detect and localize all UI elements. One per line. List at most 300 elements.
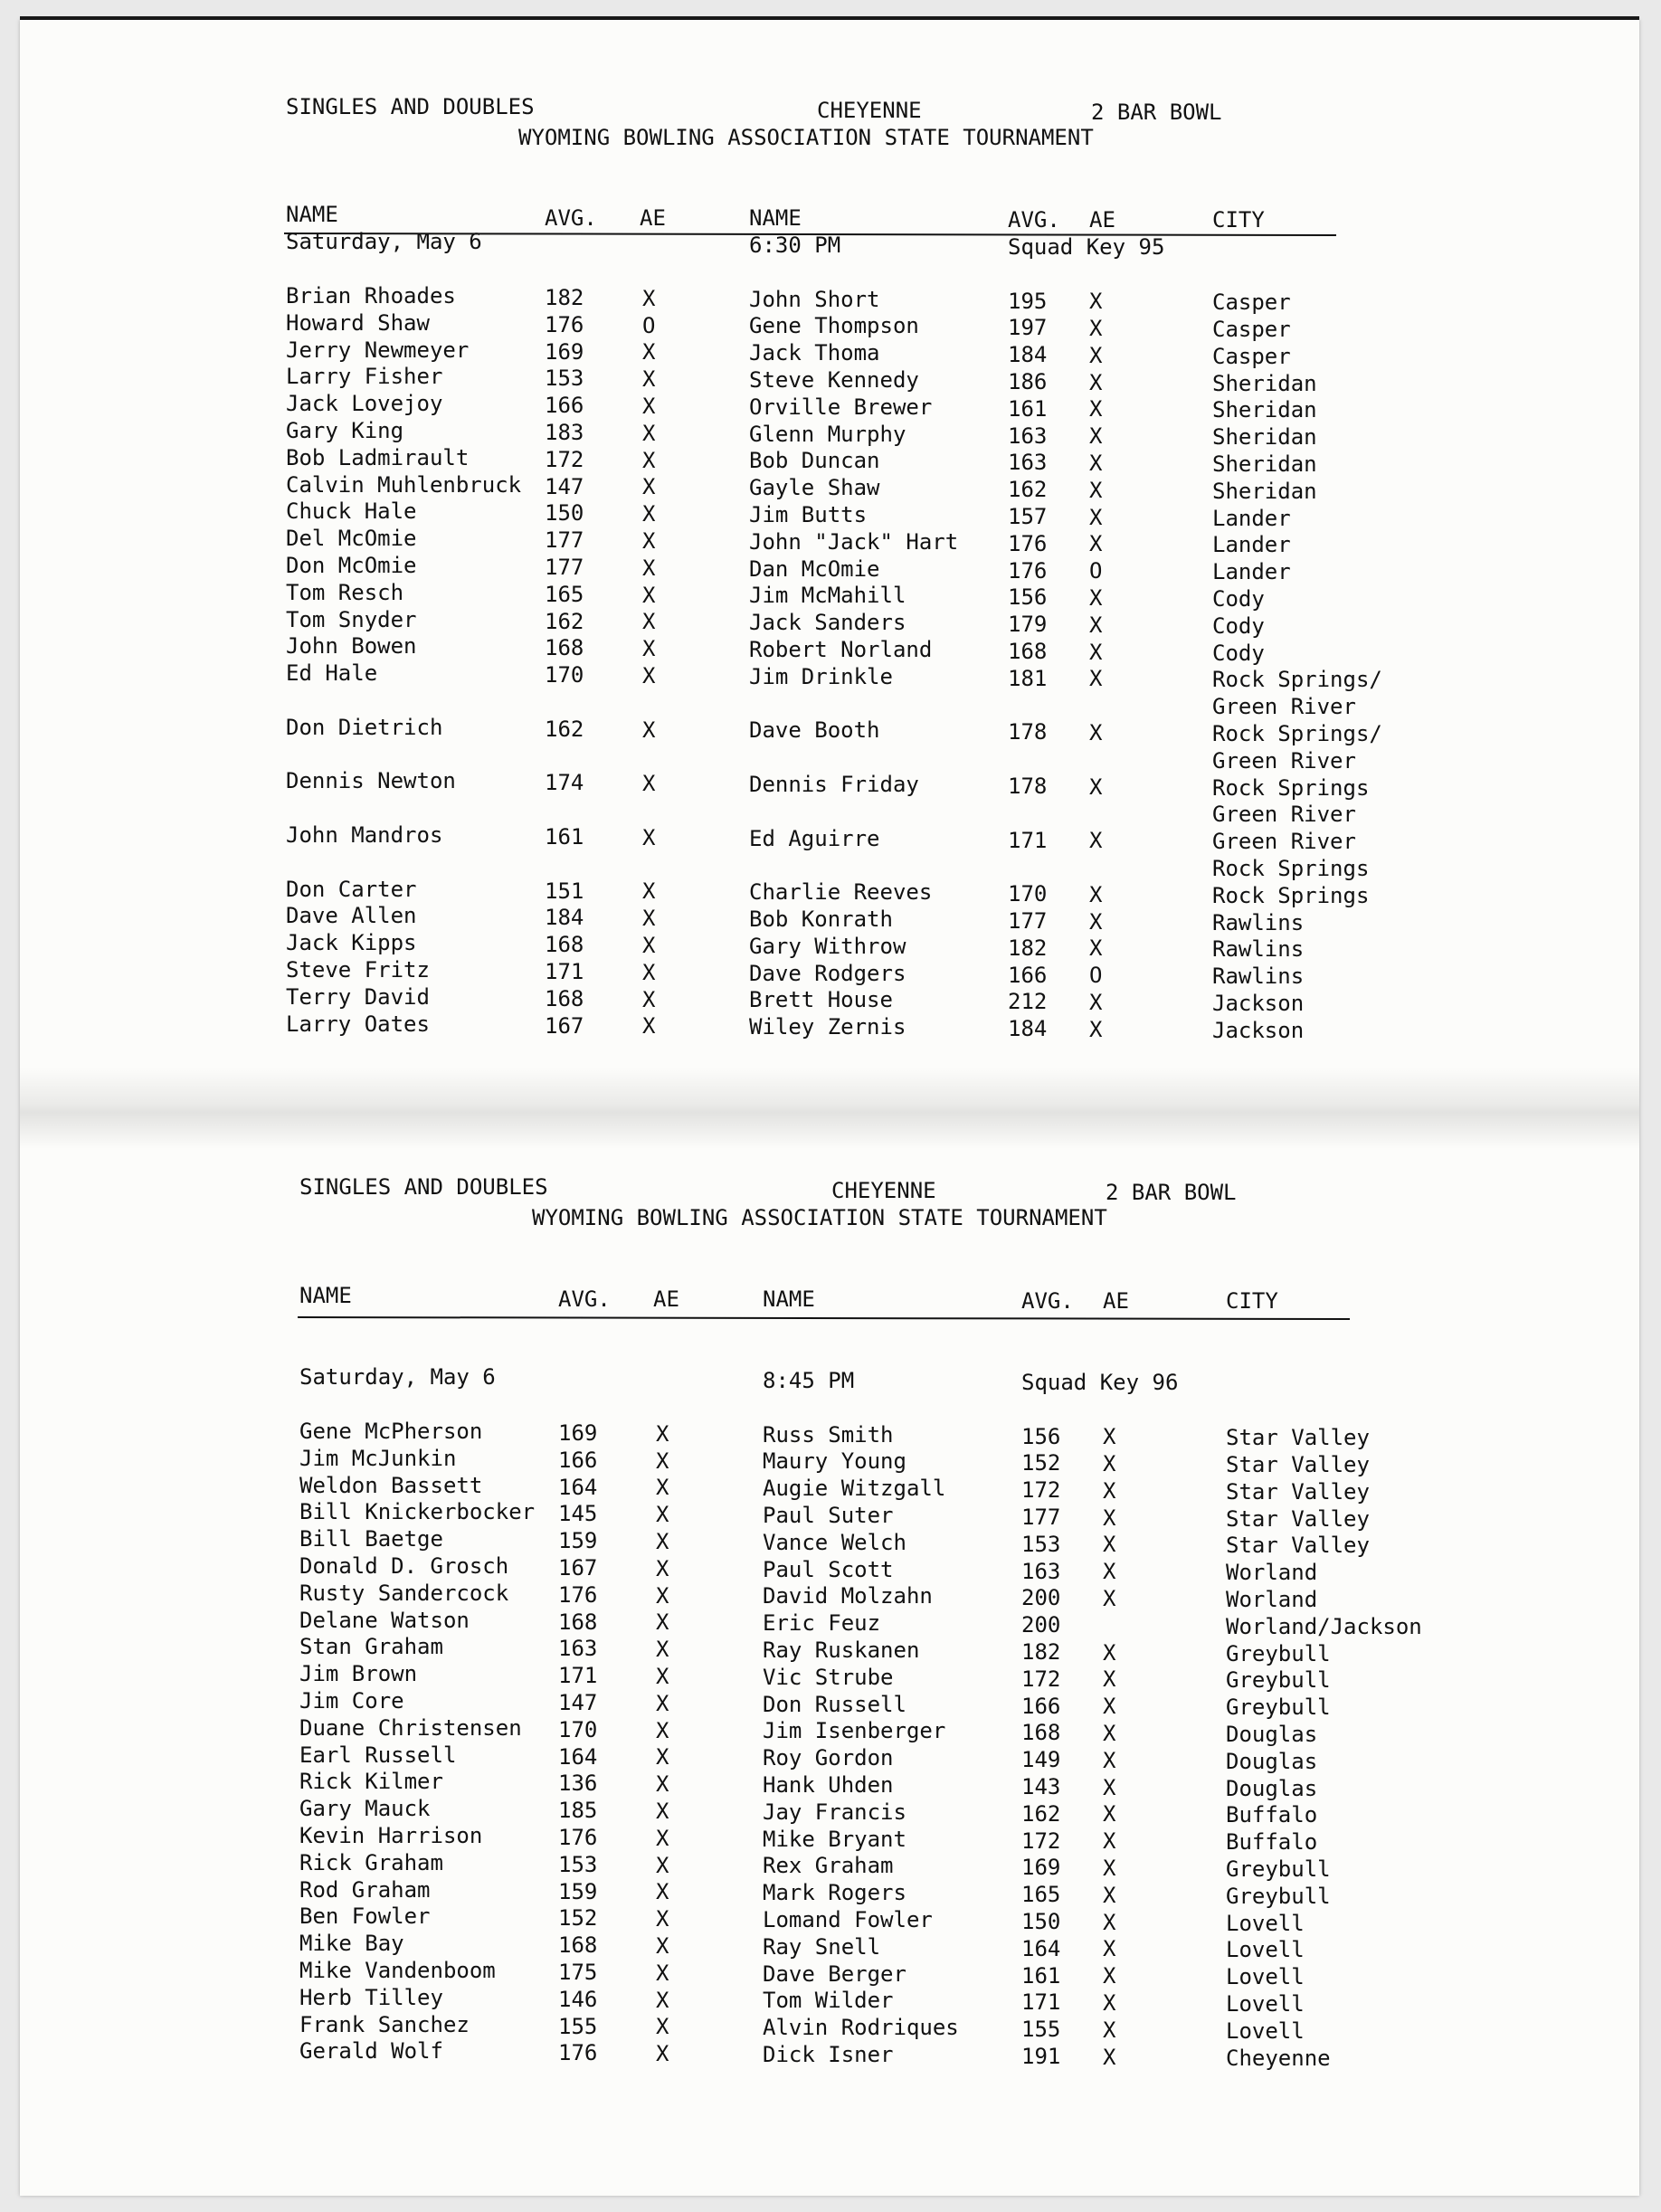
- player-1-avg: 161: [545, 824, 584, 850]
- city: Jackson: [1212, 1017, 1305, 1043]
- player-1-avg: 177: [545, 527, 584, 554]
- squad-key: Squad Key 95: [1008, 234, 1165, 260]
- squad-key: Squad Key 96: [1021, 1370, 1179, 1395]
- player-1-name: Mike Vandenboom: [299, 1958, 496, 1983]
- player-1-name: Don McOmie: [286, 553, 417, 578]
- player-2-ae: O: [1089, 963, 1103, 989]
- player-2-ae: X: [1089, 531, 1103, 557]
- player-2-name: Jay Francis: [763, 1799, 906, 1825]
- player-2-ae: X: [1103, 1424, 1116, 1450]
- player-2-avg: 152: [1021, 1450, 1061, 1476]
- player-2-avg: 163: [1008, 422, 1048, 449]
- player-1-ae: X: [656, 1932, 669, 1959]
- player-1-avg: 165: [545, 581, 584, 607]
- player-1-ae: X: [642, 339, 656, 366]
- player-1-name: Steve Fritz: [286, 957, 430, 983]
- city: Rock Springs: [1212, 774, 1370, 801]
- header-right: 2 BAR BOWL: [1106, 1180, 1237, 1205]
- player-1-name: Delane Watson: [299, 1607, 470, 1633]
- player-2-name: Vance Welch: [763, 1529, 906, 1555]
- player-1-ae: X: [656, 1717, 669, 1743]
- player-2-ae: X: [1103, 1828, 1116, 1855]
- player-1-avg: 151: [545, 878, 584, 904]
- player-2-avg: 153: [1021, 1531, 1061, 1557]
- player-1-name: Brian Rhoades: [286, 283, 456, 309]
- player-2-avg: 168: [1021, 1720, 1061, 1746]
- city: Lovell: [1226, 2017, 1305, 2044]
- player-2-ae: X: [1089, 1016, 1103, 1042]
- player-1-ae: X: [656, 1825, 669, 1851]
- player-2-name: Gary Withrow: [749, 933, 906, 959]
- player-1-avg: 162: [545, 716, 584, 742]
- squad-date: Saturday, May 6: [286, 229, 482, 254]
- city: Lovell: [1226, 1990, 1305, 2017]
- player-2-avg: 212: [1008, 989, 1048, 1015]
- player-1-ae: X: [642, 527, 656, 554]
- city: Rawlins: [1212, 964, 1305, 990]
- player-2-name: Roy Gordon: [763, 1745, 894, 1771]
- col-city: CITY: [1226, 1288, 1278, 1314]
- player-1-ae: O: [642, 312, 656, 338]
- player-1-name: Jim Brown: [299, 1661, 418, 1687]
- player-2-name: Dennis Friday: [749, 771, 919, 797]
- city: Worland: [1226, 1560, 1318, 1586]
- col-name: NAME: [299, 1283, 352, 1308]
- player-1-avg: 164: [558, 1474, 598, 1500]
- player-1-ae: X: [642, 878, 656, 905]
- player-1-ae: X: [642, 717, 656, 743]
- player-2-name: Dick Isner: [763, 2041, 894, 2067]
- city: Lander: [1212, 505, 1291, 531]
- player-2-name: Wiley Zernis: [749, 1014, 906, 1040]
- city: Lovell: [1226, 1910, 1305, 1936]
- player-2-name: Russ Smith: [763, 1421, 894, 1448]
- player-2-name: Jack Sanders: [749, 610, 906, 636]
- city: Greybull: [1226, 1695, 1331, 1721]
- city: Buffalo: [1226, 1802, 1318, 1828]
- player-2-avg: 170: [1008, 881, 1048, 907]
- player-1-name: Bill Knickerbocker: [299, 1499, 536, 1525]
- city: Greybull: [1226, 1856, 1331, 1882]
- player-1-ae: X: [656, 1528, 669, 1554]
- city: Worland/Jackson: [1226, 1613, 1422, 1639]
- player-2-ae: X: [1089, 639, 1103, 665]
- player-1-name: Calvin Muhlenbruck: [286, 471, 522, 498]
- player-2-ae: X: [1103, 1882, 1116, 1908]
- player-2-name: Brett House: [749, 987, 893, 1013]
- squad-time: 6:30 PM: [749, 233, 841, 258]
- player-2-ae: X: [1089, 342, 1103, 368]
- player-2-avg: 181: [1008, 665, 1048, 691]
- player-1-ae: X: [642, 986, 656, 1012]
- city: Casper: [1212, 290, 1291, 316]
- player-1-avg: 169: [545, 338, 584, 365]
- player-1-ae: X: [656, 1420, 669, 1447]
- header-title: WYOMING BOWLING ASSOCIATION STATE TOURNAMENT: [518, 125, 1094, 150]
- city-line-2: Green River: [1212, 694, 1356, 720]
- player-1-avg: 176: [558, 2040, 598, 2066]
- player-2-avg: 168: [1008, 638, 1048, 664]
- player-1-ae: X: [656, 1852, 669, 1878]
- player-2-name: David Molzahn: [763, 1583, 933, 1609]
- player-2-ae: X: [1103, 1990, 1116, 2017]
- player-1-ae: X: [656, 1987, 669, 2013]
- player-2-ae: X: [1089, 396, 1103, 422]
- page-fold: [20, 1068, 1639, 1149]
- player-2-ae: X: [1103, 1477, 1116, 1504]
- player-2-name: Ray Ruskanen: [763, 1637, 920, 1663]
- city: Greybull: [1226, 1667, 1331, 1694]
- player-1-avg: 162: [545, 608, 584, 634]
- player-1-name: Jim Core: [299, 1688, 404, 1714]
- player-2-ae: X: [1089, 720, 1103, 746]
- city: Worland: [1226, 1586, 1318, 1612]
- player-1-name: Ben Fowler: [299, 1903, 431, 1930]
- player-2-ae: X: [1089, 774, 1103, 800]
- player-2-avg: 179: [1008, 612, 1048, 638]
- col-avg2: AVG.: [1021, 1288, 1074, 1314]
- player-1-name: Weldon Bassett: [299, 1472, 483, 1498]
- player-1-ae: X: [642, 366, 656, 393]
- player-2-avg: 177: [1008, 907, 1048, 934]
- city: Cody: [1212, 585, 1265, 612]
- player-2-avg: 162: [1021, 1800, 1061, 1827]
- player-1-name: Tom Snyder: [286, 606, 417, 632]
- player-1-ae: X: [656, 1637, 669, 1663]
- player-2-avg: 191: [1021, 2043, 1061, 2069]
- player-1-avg: 166: [558, 1447, 598, 1473]
- header-title: WYOMING BOWLING ASSOCIATION STATE TOURNAMENT: [532, 1205, 1107, 1230]
- player-2-ae: X: [1089, 935, 1103, 962]
- player-1-avg: 168: [545, 985, 584, 1011]
- city: Lander: [1212, 532, 1291, 558]
- player-2-name: Orville Brewer: [749, 394, 933, 420]
- player-2-avg: 172: [1021, 1666, 1061, 1692]
- player-2-avg: 176: [1008, 557, 1048, 584]
- player-2-avg: 143: [1021, 1773, 1061, 1799]
- player-1-ae: X: [656, 1771, 669, 1798]
- player-2-avg: 178: [1008, 773, 1048, 799]
- city: Green River: [1212, 829, 1356, 855]
- player-1-avg: 171: [558, 1663, 598, 1689]
- player-2-ae: X: [1103, 1639, 1116, 1666]
- player-2-name: Hank Uhden: [763, 1771, 894, 1798]
- player-1-avg: 145: [558, 1501, 598, 1527]
- player-1-ae: X: [642, 420, 656, 446]
- player-1-name: Howard Shaw: [286, 309, 430, 336]
- player-1-avg: 169: [558, 1420, 598, 1446]
- player-2-name: Robert Norland: [749, 636, 933, 662]
- player-2-name: Lomand Fowler: [763, 1906, 933, 1932]
- player-1-ae: X: [642, 582, 656, 608]
- player-2-name: Mike Bryant: [763, 1826, 906, 1852]
- player-1-ae: X: [656, 1475, 669, 1501]
- player-2-name: Mark Rogers: [763, 1880, 906, 1906]
- city: Rock Springs: [1212, 882, 1370, 908]
- city: Douglas: [1226, 1748, 1318, 1774]
- squad-time: 8:45 PM: [763, 1368, 855, 1393]
- player-1-name: Larry Fisher: [286, 364, 443, 390]
- player-2-ae: X: [1103, 1774, 1116, 1800]
- player-1-avg: 168: [545, 635, 584, 661]
- player-1-name: Bob Ladmirault: [286, 444, 470, 470]
- player-1-avg: 155: [558, 2013, 598, 2039]
- city: Lovell: [1226, 1937, 1305, 1963]
- city: Jackson: [1212, 990, 1305, 1016]
- player-1-ae: X: [642, 285, 656, 311]
- player-2-avg: 184: [1008, 342, 1048, 368]
- player-2-avg: 161: [1021, 1962, 1061, 1989]
- player-2-avg: 155: [1021, 2017, 1061, 2043]
- player-2-name: Paul Suter: [763, 1502, 894, 1528]
- col-name: NAME: [286, 202, 338, 227]
- player-2-ae: X: [1103, 1532, 1116, 1558]
- player-1-avg: 163: [558, 1636, 598, 1662]
- player-2-ae: X: [1103, 1936, 1116, 1962]
- player-1-avg: 170: [545, 662, 584, 688]
- player-2-avg: 162: [1008, 477, 1048, 503]
- player-2-name: Bob Duncan: [749, 448, 880, 474]
- player-2-avg: 182: [1021, 1638, 1061, 1665]
- player-2-name: Tom Wilder: [763, 1988, 894, 2014]
- player-2-ae: O: [1089, 558, 1103, 584]
- player-1-name: Gary King: [286, 418, 404, 443]
- player-1-avg: 146: [558, 1986, 598, 2012]
- col-name2: NAME: [763, 1286, 815, 1312]
- player-2-ae: X: [1103, 1801, 1116, 1828]
- player-2-ae: X: [1089, 423, 1103, 450]
- player-1-ae: X: [656, 1663, 669, 1689]
- col-avg2: AVG.: [1008, 207, 1060, 233]
- player-1-ae: X: [656, 1609, 669, 1636]
- city: Rock Springs/: [1212, 720, 1382, 746]
- col-city: CITY: [1212, 207, 1265, 233]
- city: Star Valley: [1226, 1505, 1370, 1532]
- city: Casper: [1212, 316, 1291, 342]
- player-2-name: Jim Isenberger: [763, 1718, 946, 1744]
- player-1-name: Jerry Newmeyer: [286, 337, 470, 363]
- player-1-name: Dave Allen: [286, 903, 417, 929]
- col-avg: AVG.: [558, 1286, 611, 1312]
- player-1-ae: X: [656, 1555, 669, 1581]
- player-2-avg: 178: [1008, 719, 1048, 745]
- player-2-name: Maury Young: [763, 1448, 906, 1475]
- player-1-avg: 159: [558, 1528, 598, 1554]
- player-1-name: Herb Tilley: [299, 1984, 443, 2010]
- player-2-ae: X: [1089, 908, 1103, 935]
- player-2-ae: X: [1103, 1559, 1116, 1585]
- player-2-name: Dave Rodgers: [749, 960, 906, 986]
- city: Sheridan: [1212, 451, 1317, 477]
- player-2-name: Charlie Reeves: [749, 879, 933, 906]
- player-2-avg: 149: [1021, 1747, 1061, 1773]
- player-1-name: Don Dietrich: [286, 714, 443, 740]
- player-1-name: Earl Russell: [299, 1742, 457, 1768]
- player-2-avg: 163: [1021, 1558, 1061, 1584]
- player-2-avg: 156: [1021, 1423, 1061, 1449]
- player-1-avg: 168: [545, 932, 584, 958]
- player-1-ae: X: [656, 1744, 669, 1771]
- player-1-name: Dennis Newton: [286, 768, 456, 794]
- player-2-ae: X: [1089, 612, 1103, 638]
- player-2-avg: 186: [1008, 368, 1048, 394]
- player-2-avg: 184: [1008, 1016, 1048, 1042]
- player-2-ae: X: [1103, 2044, 1116, 2070]
- player-2-avg: 171: [1008, 827, 1048, 853]
- player-1-ae: X: [642, 555, 656, 581]
- player-1-name: Rusty Sandercock: [299, 1580, 509, 1606]
- city: Star Valley: [1226, 1478, 1370, 1505]
- player-1-name: Gary Mauck: [299, 1796, 431, 1822]
- city: Sheridan: [1212, 424, 1317, 451]
- player-1-ae: X: [642, 932, 656, 958]
- player-1-name: Donald D. Grosch: [299, 1553, 509, 1579]
- player-2-ae: X: [1089, 828, 1103, 854]
- player-1-avg: 168: [558, 1609, 598, 1635]
- player-2-ae: X: [1089, 451, 1103, 477]
- player-2-avg: 195: [1008, 288, 1048, 314]
- player-1-avg: 153: [558, 1851, 598, 1877]
- header-center: CHEYENNE: [817, 98, 922, 123]
- player-2-avg: 182: [1008, 935, 1048, 961]
- player-1-avg: 185: [558, 1798, 598, 1824]
- player-1-avg: 183: [545, 420, 584, 445]
- player-2-avg: 163: [1008, 450, 1048, 476]
- city: Greybull: [1226, 1640, 1331, 1666]
- player-1-ae: X: [642, 824, 656, 850]
- player-2-avg: 156: [1008, 584, 1048, 611]
- player-1-avg: 176: [558, 1581, 598, 1608]
- player-1-avg: 152: [558, 1905, 598, 1932]
- city: Sheridan: [1212, 397, 1317, 423]
- player-2-name: Augie Witzgall: [763, 1476, 946, 1502]
- player-1-name: Jack Lovejoy: [286, 391, 443, 417]
- city: Star Valley: [1226, 1533, 1370, 1559]
- player-2-name: Eric Feuz: [763, 1610, 881, 1637]
- player-1-ae: X: [656, 1906, 669, 1932]
- player-2-name: Paul Scott: [763, 1556, 894, 1582]
- city: Lander: [1212, 559, 1291, 585]
- city: Lovell: [1226, 1964, 1305, 1990]
- player-2-avg: 164: [1021, 1935, 1061, 1961]
- player-2-ae: X: [1089, 289, 1103, 315]
- player-2-ae: X: [1103, 1963, 1116, 1989]
- player-1-name: Terry David: [286, 983, 430, 1010]
- player-1-avg: 184: [545, 905, 584, 931]
- player-2-avg: 200: [1021, 1612, 1061, 1638]
- player-2-name: Dave Booth: [749, 717, 880, 744]
- player-1-ae: X: [642, 474, 656, 500]
- player-1-ae: X: [642, 501, 656, 527]
- player-1-name: Larry Oates: [286, 1011, 430, 1037]
- player-2-avg: 157: [1008, 503, 1048, 529]
- player-1-avg: 159: [558, 1878, 598, 1904]
- player-1-avg: 170: [558, 1716, 598, 1742]
- player-2-ae: X: [1103, 1694, 1116, 1720]
- city: Star Valley: [1226, 1425, 1370, 1451]
- player-1-avg: 174: [545, 770, 584, 796]
- player-2-ae: X: [1103, 1909, 1116, 1935]
- city: Rawlins: [1212, 909, 1305, 935]
- player-1-ae: X: [656, 1448, 669, 1474]
- player-2-ae: X: [1103, 1747, 1116, 1773]
- player-1-ae: X: [656, 1582, 669, 1609]
- player-1-avg: 182: [545, 285, 584, 310]
- player-2-ae: X: [1103, 1451, 1116, 1477]
- player-2-name: Jim McMahill: [749, 583, 906, 609]
- player-2-avg: 150: [1021, 1908, 1061, 1934]
- player-1-ae: X: [656, 1960, 669, 1986]
- player-1-avg: 175: [558, 1960, 598, 1985]
- player-2-avg: 197: [1008, 315, 1048, 341]
- player-2-name: Gene Thompson: [749, 313, 919, 339]
- player-1-ae: X: [642, 906, 656, 932]
- col-ae2: AE: [1089, 207, 1115, 233]
- player-1-avg: 176: [545, 311, 584, 337]
- player-2-ae: X: [1089, 585, 1103, 612]
- player-2-ae: X: [1089, 881, 1103, 907]
- city: Rock Springs/: [1212, 667, 1382, 693]
- player-2-name: Bob Konrath: [749, 906, 893, 932]
- player-2-ae: X: [1103, 1856, 1116, 1882]
- player-1-name: John Bowen: [286, 633, 417, 660]
- player-1-avg: 150: [545, 500, 584, 527]
- player-1-avg: 167: [558, 1555, 598, 1581]
- player-1-avg: 153: [545, 366, 584, 392]
- player-2-name: Jack Thoma: [749, 340, 880, 366]
- player-2-name: Gayle Shaw: [749, 475, 880, 501]
- player-2-avg: 169: [1021, 1855, 1061, 1881]
- player-1-name: Gerald Wolf: [299, 2038, 443, 2065]
- city: Casper: [1212, 343, 1291, 369]
- city: Cheyenne: [1226, 2045, 1331, 2071]
- city: Cody: [1212, 640, 1265, 666]
- player-1-avg: 164: [558, 1743, 598, 1770]
- squad-date: Saturday, May 6: [299, 1364, 496, 1390]
- player-2-avg: 171: [1021, 1989, 1061, 2016]
- player-1-avg: 171: [545, 959, 584, 984]
- player-1-name: Rick Kilmer: [299, 1769, 443, 1795]
- city: Greybull: [1226, 1883, 1331, 1909]
- player-1-ae: X: [642, 609, 656, 635]
- player-2-avg: 166: [1021, 1693, 1061, 1719]
- player-1-avg: 136: [558, 1771, 598, 1797]
- player-2-avg: 172: [1021, 1477, 1061, 1504]
- player-2-ae: X: [1103, 1666, 1116, 1693]
- player-1-ae: X: [656, 1798, 669, 1824]
- player-1-name: Tom Resch: [286, 579, 404, 605]
- player-2-name: Dan McOmie: [749, 555, 880, 582]
- col-name2: NAME: [749, 205, 802, 231]
- col-ae: AE: [653, 1286, 679, 1312]
- player-1-name: Don Carter: [286, 876, 417, 902]
- player-2-name: John Short: [749, 286, 880, 312]
- city: Star Valley: [1226, 1451, 1370, 1477]
- player-1-ae: X: [642, 959, 656, 985]
- player-1-avg: 168: [558, 1932, 598, 1959]
- col-avg: AVG.: [545, 205, 597, 231]
- player-1-name: Rick Graham: [299, 1849, 443, 1875]
- player-1-ae: X: [642, 662, 656, 688]
- header-left: SINGLES AND DOUBLES: [299, 1174, 548, 1200]
- player-2-ae: X: [1103, 1721, 1116, 1747]
- player-1-ae: X: [642, 636, 656, 662]
- player-2-ae: X: [1089, 316, 1103, 342]
- header-left: SINGLES AND DOUBLES: [286, 94, 535, 119]
- player-1-name: Duane Christensen: [299, 1714, 522, 1741]
- player-1-ae: X: [642, 1013, 656, 1040]
- player-1-avg: 167: [545, 1012, 584, 1039]
